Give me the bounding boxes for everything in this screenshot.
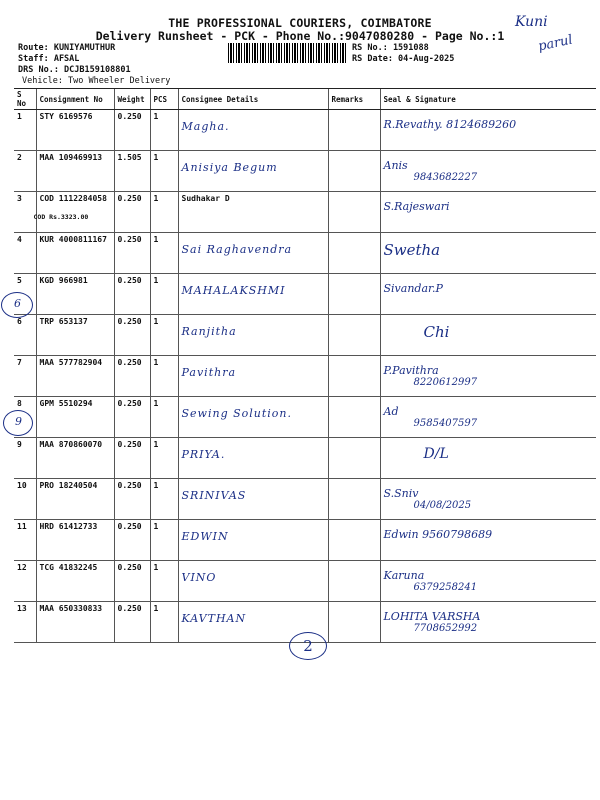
signature: Chi <box>423 323 450 341</box>
signature-cell <box>380 192 596 233</box>
consignee-name: VINO <box>181 571 217 584</box>
signature: Sivandar.P <box>383 282 443 295</box>
col-header: PCS <box>150 89 178 110</box>
signature-phone: 8220612997 <box>413 377 478 388</box>
pcs: 1 <box>150 315 178 356</box>
table-row <box>14 151 596 192</box>
signature-cell <box>380 438 596 479</box>
signature: R.Revathy. 8124689260 <box>383 118 517 131</box>
consignee-name: Sudhakar D <box>178 192 328 233</box>
signature-cell <box>380 274 596 315</box>
consignee-name: Sai Raghavendra <box>181 243 293 256</box>
consignment-no: TRP 653137 <box>36 315 114 356</box>
col-header: Seal & Signature <box>380 89 596 110</box>
signature: Swetha <box>383 241 441 259</box>
sno: 6 <box>14 315 36 356</box>
company-title: THE PROFESSIONAL COURIERS, COIMBATORE <box>168 16 432 30</box>
table-row <box>14 110 596 151</box>
sno: 9 <box>14 438 36 479</box>
sno: 11 <box>14 520 36 561</box>
consignment-no: COD 1112284058 <box>39 194 107 203</box>
sno: 3 <box>14 192 36 233</box>
remarks <box>328 356 380 397</box>
consignment-no: GPM 5510294 <box>36 397 114 438</box>
signature: Ad <box>383 405 399 418</box>
consignment-no: KUR 4000811167 <box>36 233 114 274</box>
signature: S.Sniv <box>383 487 419 500</box>
pcs: 1 <box>150 602 178 643</box>
weight: 0.250 <box>114 602 150 643</box>
circled-row-mark: 6 <box>1 292 33 318</box>
consignment-cell <box>33 192 114 233</box>
table-row <box>14 274 596 315</box>
signature-phone: 7708652992 <box>413 623 478 634</box>
route: Route: KUNIYAMUTHUR <box>18 43 116 53</box>
pcs: 1 <box>150 438 178 479</box>
sno: 10 <box>14 479 36 520</box>
signature-cell <box>380 110 596 151</box>
consignee-cell <box>178 561 328 602</box>
handwritten-corner-note-2: parul <box>536 32 575 55</box>
table-header-row <box>14 89 596 110</box>
rs-date: RS Date: 04-Aug-2025 <box>352 54 455 64</box>
consignee-name: KAVTHAN <box>181 612 247 625</box>
sno: 13 <box>14 602 36 643</box>
col-header: Weight <box>114 89 150 110</box>
signature: LOHITA VARSHA <box>383 610 481 623</box>
remarks <box>328 151 380 192</box>
consignee-cell <box>178 315 328 356</box>
consignment-no: KGD 966981 <box>36 274 114 315</box>
barcode <box>228 43 348 63</box>
consignee-cell <box>178 233 328 274</box>
weight: 0.250 <box>114 110 150 151</box>
table-row <box>14 561 596 602</box>
weight: 0.250 <box>114 233 150 274</box>
remarks <box>328 110 380 151</box>
weight: 0.250 <box>114 397 150 438</box>
consignment-no: STY 6169576 <box>36 110 114 151</box>
sno: 4 <box>14 233 36 274</box>
table-row <box>14 233 596 274</box>
signature: Edwin 9560798689 <box>383 528 493 541</box>
cod-amount: COD Rs.3323.00 <box>33 213 89 221</box>
weight: 0.250 <box>114 520 150 561</box>
remarks <box>328 192 380 233</box>
table-row <box>14 356 596 397</box>
signature-cell <box>380 602 596 643</box>
runsheet-subtitle: Delivery Runsheet - PCK - Phone No.:9047080280 - Page No.:1 <box>95 29 505 43</box>
weight: 0.250 <box>114 315 150 356</box>
vehicle: Vehicle: Two Wheeler Delivery <box>22 76 171 86</box>
pcs: 1 <box>150 356 178 397</box>
table-row <box>14 520 596 561</box>
consignee-cell <box>178 438 328 479</box>
remarks <box>328 315 380 356</box>
signature-cell <box>380 356 596 397</box>
weight: 0.250 <box>114 561 150 602</box>
consignee-cell <box>178 151 328 192</box>
sno: 7 <box>14 356 36 397</box>
col-header: Consignee Details <box>178 89 328 110</box>
signature-phone: 9585407597 <box>413 418 478 429</box>
remarks <box>328 520 380 561</box>
drs-number: DRS No.: DCJB159108801 <box>18 65 131 75</box>
pcs: 1 <box>150 151 178 192</box>
weight: 0.250 <box>114 192 150 233</box>
remarks <box>328 274 380 315</box>
weight: 1.505 <box>114 151 150 192</box>
consignee-name: Anisiya Begum <box>181 161 278 174</box>
consignee-name: SRINIVAS <box>181 489 247 502</box>
col-header: Consignment No <box>36 89 114 110</box>
weight: 0.250 <box>114 479 150 520</box>
pcs: 1 <box>150 274 178 315</box>
consignee-name: PRIYA. <box>181 448 226 461</box>
sno: 1 <box>14 110 36 151</box>
consignee-cell <box>178 356 328 397</box>
consignee-cell <box>178 479 328 520</box>
consignee-cell <box>178 520 328 561</box>
signature-cell <box>380 479 596 520</box>
signature-cell <box>380 233 596 274</box>
weight: 0.250 <box>114 438 150 479</box>
sno: 12 <box>14 561 36 602</box>
signature: Anis <box>383 159 408 172</box>
consignment-no: PRO 18240504 <box>36 479 114 520</box>
consignment-no: TCG 41832245 <box>36 561 114 602</box>
remarks <box>328 233 380 274</box>
consignee-name: Magha. <box>181 120 230 133</box>
pcs: 1 <box>150 110 178 151</box>
weight: 0.250 <box>114 356 150 397</box>
consignee-cell <box>178 274 328 315</box>
table-row <box>14 192 596 233</box>
consignment-no: HRD 61412733 <box>36 520 114 561</box>
consignment-no: MAA 650330833 <box>36 602 114 643</box>
circled-row-mark: 9 <box>3 410 33 436</box>
consignee-name: EDWIN <box>181 530 229 543</box>
signature-cell <box>380 561 596 602</box>
pcs: 1 <box>150 233 178 274</box>
remarks <box>328 561 380 602</box>
table-row <box>14 479 596 520</box>
consignment-no: MAA 109469913 <box>36 151 114 192</box>
col-header: Remarks <box>328 89 380 110</box>
pcs: 1 <box>150 192 178 233</box>
remarks <box>328 397 380 438</box>
staff: Staff: AFSAL <box>18 54 80 64</box>
pcs: 1 <box>150 479 178 520</box>
weight: 0.250 <box>114 274 150 315</box>
signature-cell <box>380 315 596 356</box>
page-number-mark: 2 <box>289 632 327 660</box>
consignee-cell <box>178 110 328 151</box>
signature-phone: 6379258241 <box>413 582 478 593</box>
consignment-no: MAA 577782904 <box>36 356 114 397</box>
signature-cell <box>380 151 596 192</box>
consignee-name: Pavithra <box>181 366 237 379</box>
sno: 2 <box>14 151 36 192</box>
consignee-name: Sewing Solution. <box>181 407 293 420</box>
sno: 5 <box>14 274 36 315</box>
signature: D/L <box>423 446 449 462</box>
consignment-no: MAA 870860070 <box>36 438 114 479</box>
consignee-cell <box>178 397 328 438</box>
col-header: S No <box>14 89 36 110</box>
remarks <box>328 438 380 479</box>
pcs: 1 <box>150 397 178 438</box>
table-row <box>14 438 596 479</box>
remarks <box>328 602 380 643</box>
signature: P.Pavithra <box>383 364 439 377</box>
consignee-name: Ranjitha <box>181 325 237 338</box>
signature: Karuna <box>383 569 425 582</box>
signature-phone: 9843682227 <box>413 172 478 183</box>
table-row <box>14 397 596 438</box>
consignee-name: MAHALAKSHMI <box>181 284 286 297</box>
signature-cell <box>380 397 596 438</box>
handwritten-corner-note: Kuni <box>515 14 548 30</box>
pcs: 1 <box>150 520 178 561</box>
remarks <box>328 479 380 520</box>
pcs: 1 <box>150 561 178 602</box>
table-row <box>14 315 596 356</box>
signature: S.Rajeswari <box>383 200 450 213</box>
signature-date: 04/08/2025 <box>413 500 472 511</box>
sno: 8 <box>14 397 36 438</box>
runsheet-table <box>14 88 596 643</box>
rs-number: RS No.: 1591088 <box>352 43 429 53</box>
signature-cell <box>380 520 596 561</box>
